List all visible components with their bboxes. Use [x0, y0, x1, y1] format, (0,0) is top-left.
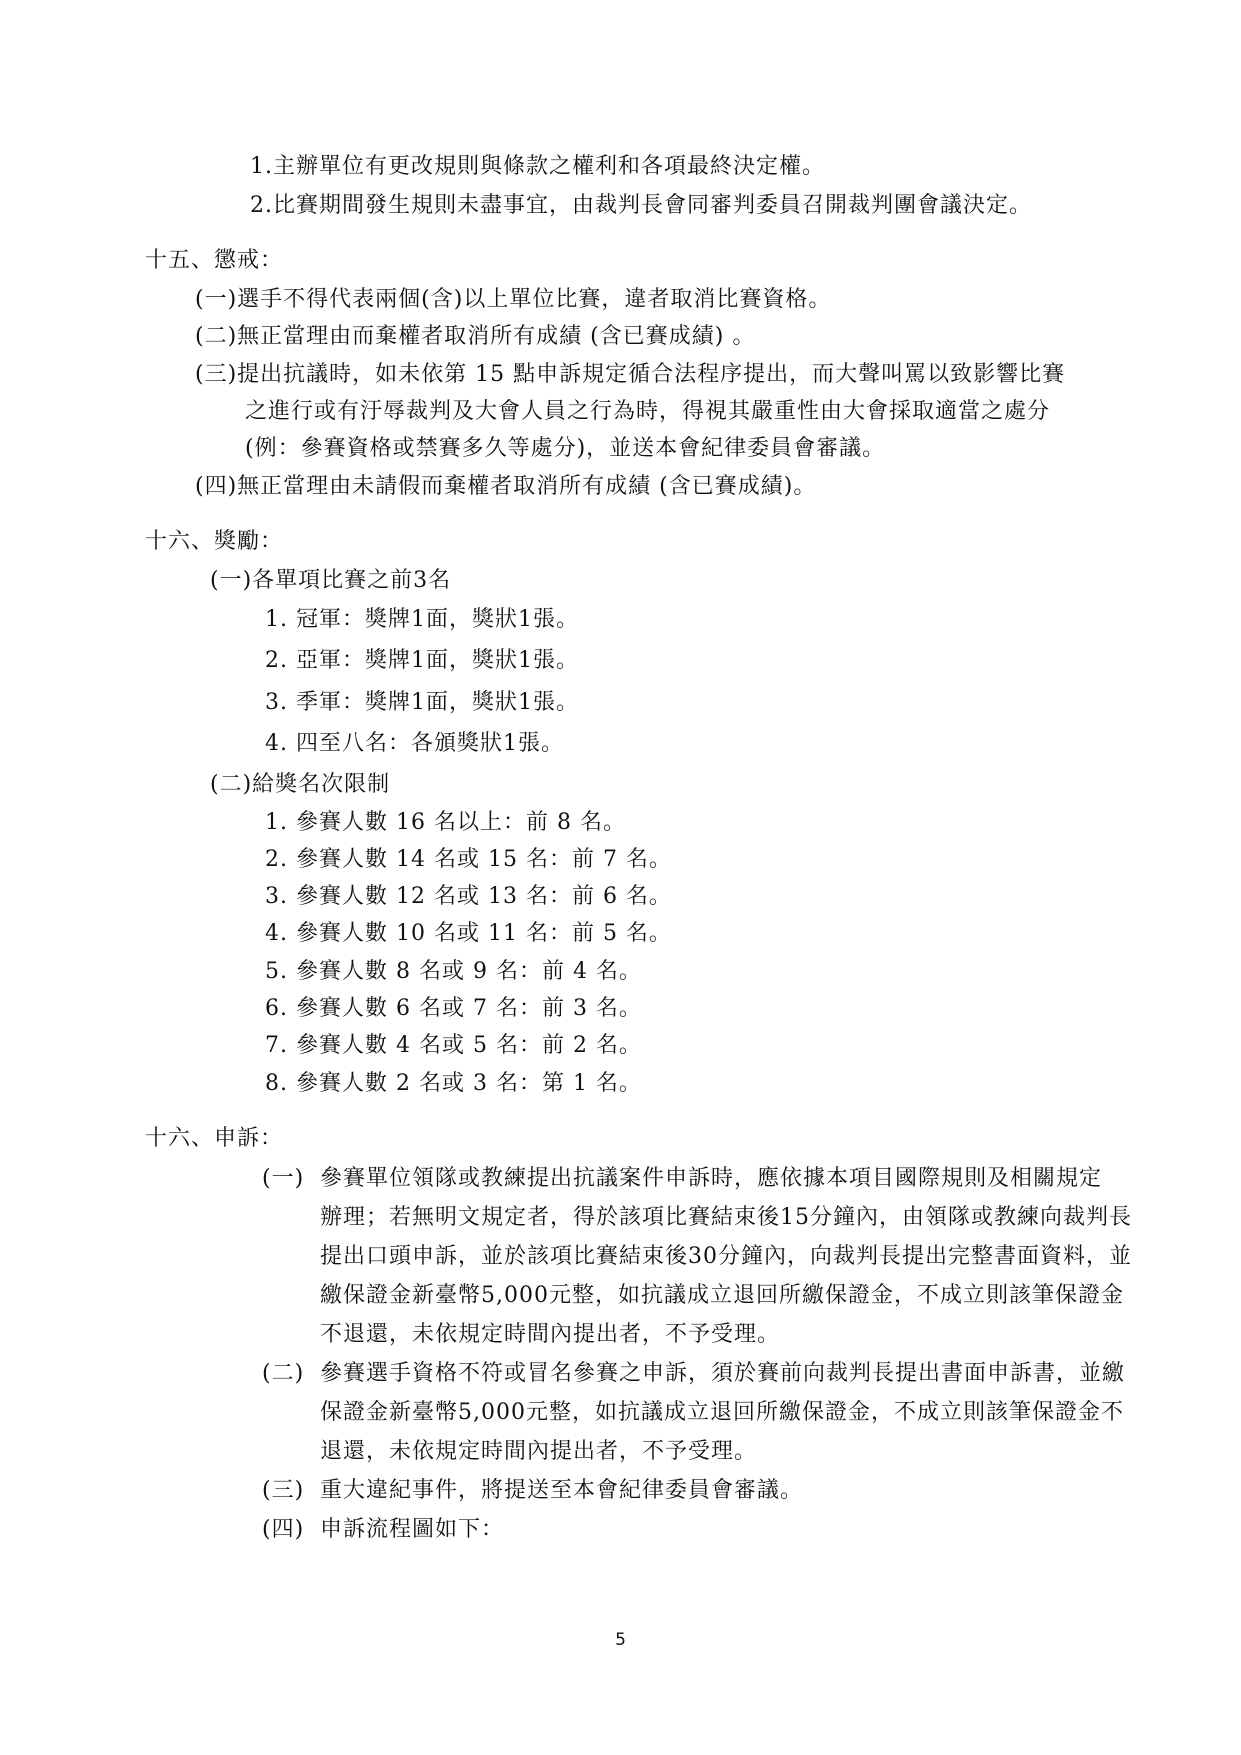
appeal-item-label: (一): [262, 1166, 305, 1191]
discipline-item-continued: 之進行或有汙辱裁判及大會人員之行為時，得視其嚴重性由大會採取適當之處分: [245, 399, 1051, 424]
awards-limit-item: 8. 參賽人數 2 名或 3 名：第 1 名。: [265, 1071, 642, 1096]
appeal-item-line: 保證金新臺幣5,000元整，如抗議成立退回所繳保證金，不成立則該筆保證金不: [320, 1400, 1124, 1425]
awards-item: 3. 季軍：獎牌1面，獎狀1張。: [265, 690, 579, 715]
awards-item: 2. 亞軍：獎牌1面，獎狀1張。: [265, 648, 579, 673]
awards-limit-item: 5. 參賽人數 8 名或 9 名：前 4 名。: [265, 959, 642, 984]
appeal-item-label: (三): [262, 1478, 305, 1503]
appeal-item-line: 不退還，未依規定時間內提出者，不予受理。: [320, 1322, 781, 1347]
appeal-item-line: 退還，未依規定時間內提出者，不予受理。: [320, 1439, 758, 1464]
awards-limit-item: 4. 參賽人數 10 名或 11 名：前 5 名。: [265, 921, 672, 946]
awards-item: 4. 四至八名：各頒獎狀1張。: [265, 731, 564, 756]
appeal-item-line: 申訴流程圖如下：: [320, 1517, 505, 1542]
rule-item: 2.比賽期間發生規則未盡事宜，由裁判長會同審判委員召開裁判團會議決定。: [250, 193, 1032, 218]
section-heading-discipline: 十五、懲戒：: [145, 248, 284, 273]
appeal-item-line: 辦理；若無明文規定者，得於該項比賽結束後15分鐘內，由領隊或教練向裁判長: [320, 1205, 1132, 1230]
appeal-item-line: 參賽選手資格不符或冒名參賽之申訴，須於賽前向裁判長提出書面申訴書，並繳: [320, 1361, 1126, 1386]
discipline-item: (四)無正當理由未請假而棄權者取消所有成績 (含已賽成績)。: [195, 474, 817, 499]
appeal-item-label: (二): [262, 1361, 305, 1386]
appeal-item-line: 提出口頭申訴，並於該項比賽結束後30分鐘內，向裁判長提出完整書面資料，並: [320, 1244, 1132, 1269]
page-number: 5: [615, 1630, 626, 1650]
section-heading-awards: 十六、獎勵：: [145, 529, 284, 554]
rule-item: 1.主辦單位有更改規則與條款之權利和各項最終決定權。: [250, 154, 825, 179]
appeal-item-label: (四): [262, 1517, 305, 1542]
awards-limit-item: 3. 參賽人數 12 名或 13 名：前 6 名。: [265, 884, 672, 909]
awards-limit-item: 1. 參賽人數 16 名以上：前 8 名。: [265, 810, 626, 835]
appeal-item-line: 重大違紀事件，將提送至本會紀律委員會審議。: [320, 1478, 804, 1503]
discipline-item: (二)無正當理由而棄權者取消所有成績 (含已賽成績) 。: [195, 324, 756, 349]
section-heading-appeal: 十六、申訴：: [145, 1126, 284, 1151]
awards-subheading: (一)各單項比賽之前3名: [210, 568, 452, 593]
awards-limit-item: 6. 參賽人數 6 名或 7 名：前 3 名。: [265, 996, 642, 1021]
appeal-item-line: 繳保證金新臺幣5,000元整，如抗議成立退回所繳保證金，不成立則該筆保證金: [320, 1283, 1124, 1308]
awards-item: 1. 冠軍：獎牌1面，獎狀1張。: [265, 607, 579, 632]
discipline-item: (一)選手不得代表兩個(含)以上單位比賽，違者取消比賽資格。: [195, 287, 832, 312]
discipline-item-continued: (例：參賽資格或禁賽多久等處分)，並送本會紀律委員會審議。: [245, 436, 886, 461]
awards-limit-item: 7. 參賽人數 4 名或 5 名：前 2 名。: [265, 1033, 642, 1058]
awards-limit-item: 2. 參賽人數 14 名或 15 名：前 7 名。: [265, 847, 672, 872]
discipline-item: (三)提出抗議時，如未依第 15 點申訴規定循合法程序提出，而大聲叫罵以致影響比賽: [195, 362, 1066, 387]
appeal-item-line: 參賽單位領隊或教練提出抗議案件申訴時，應依據本項目國際規則及相關規定: [320, 1166, 1103, 1191]
awards-subheading: (二)給獎名次限制: [210, 772, 391, 797]
